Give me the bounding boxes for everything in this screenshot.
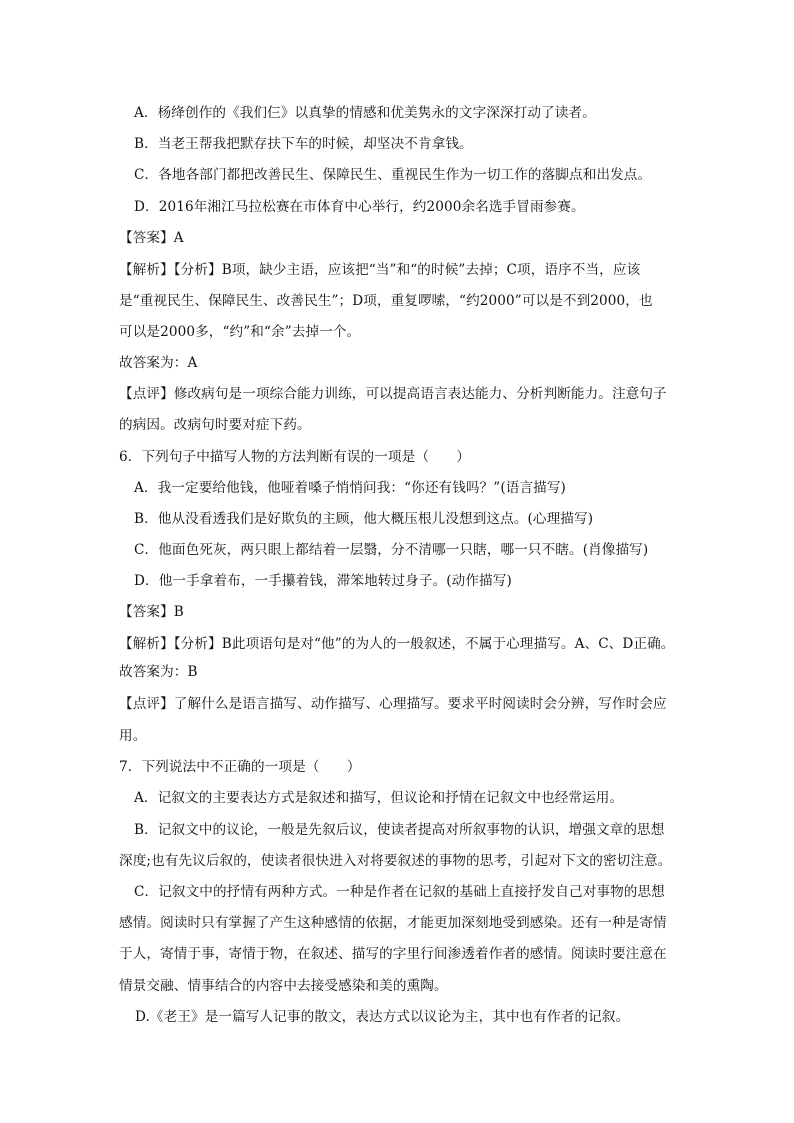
- q5-analysis-line-1: 【解析】【分析】B项，缺少主语，应该把“当”和“的时候”去掉；C项，语序不当，应该: [119, 262, 641, 278]
- q6-option-d: D．他一手拿着布，一手攥着钱，滞笨地转过身子。(动作描写): [134, 573, 512, 589]
- q5-comment-line-2: 的病因。改病句时要对症下药。: [119, 417, 311, 433]
- q7-option-b-line-1: B．记叙文中的议论，一般是先叙后议，使读者提高对所叙事物的认识，增强文章的思想: [134, 822, 665, 838]
- q6-conclusion: 故答案为：B: [119, 664, 198, 680]
- q6-question: 6．下列句子中描写人物的方法判断有误的一项是（ ）: [119, 449, 471, 465]
- q7-option-c-line-4: 情景交融、情事结合的内容中去接受感染和美的熏陶。: [119, 978, 448, 994]
- q5-option-c: C．各地各部门都把改善民生、保障民生、重视民生作为一切工作的落脚点和出发点。: [134, 167, 652, 183]
- q5-analysis-line-3: 可以是2000多，“约”和“余”去掉一个。: [119, 324, 361, 340]
- q6-answer: 【答案】B: [119, 604, 184, 620]
- q6-option-b: B．他从没看透我们是好欺负的主顾，他大概压根儿没想到这点。(心理描写): [134, 511, 594, 527]
- q6-option-c: C．他面色死灰，两只眼上都结着一层翳，分不清哪一只瞎，哪一只不瞎。(肖像描写): [134, 542, 649, 558]
- q7-option-c-line-3: 于人，寄情于事，寄情于物，在叙述、描写的字里行间渗透着作者的感情。阅读时要注意在: [119, 946, 667, 962]
- q7-option-d: D.《老王》是一篇写人记事的散文，表达方式以议论为主，其中也有作者的记叙。: [135, 1009, 630, 1025]
- q5-comment-line-1: 【点评】修改病句是一项综合能力训练，可以提高语言表达能力、分析判断能力。注意句子: [119, 386, 667, 402]
- q5-conclusion: 故答案为：A: [119, 355, 198, 371]
- q5-option-b: B．当老王帮我把默存扶下车的时候，却坚决不肯拿钱。: [134, 136, 473, 152]
- q5-option-a: A．杨绛创作的《我们仨》以真挚的情感和优美隽永的文字深深打动了读者。: [134, 105, 596, 121]
- q7-option-c-line-2: 感情。阅读时只有掌握了产生这种感情的依据，才能更加深刻地受到感染。还有一种是寄情: [119, 915, 667, 931]
- q6-analysis-line-1: 【解析】【分析】B此项语句是对“他”的为人的一般叙述，不属于心理描写。A、C、D正确。: [119, 636, 675, 652]
- q5-option-d: D．2016年湘江马拉松赛在市体育中心举行，约2000余名选手冒雨参赛。: [134, 199, 585, 215]
- q7-option-c-line-1: C．记叙文中的抒情有两种方式。一种是作者在记叙的基础上直接抒发自己对事物的思想: [134, 884, 665, 900]
- q6-comment-line-1: 【点评】了解什么是语言描写、动作描写、心理描写。要求平时阅读时会分辨，写作时会应: [119, 696, 667, 712]
- q5-analysis-line-2: 是“重视民生、保障民生、改善民生”；D项，重复啰嗦，“约2000”可以是不到2000，也: [119, 293, 653, 309]
- q6-option-a: A．我一定要给他钱，他哑着嗓子悄悄问我：“你还有钱吗？”(语言描写): [134, 480, 566, 496]
- q5-answer: 【答案】A: [119, 230, 184, 246]
- q7-question: 7．下列说法中不正确的一项是（ ）: [119, 759, 361, 775]
- q7-option-a: A．记叙文的主要表达方式是叙述和描写，但议论和抒情在记叙文中也经常运用。: [134, 790, 624, 806]
- q7-option-b-line-2: 深度;也有先议后叙的，使读者很快进入对将要叙述的事物的思考，引起对下文的密切注意。: [119, 853, 672, 869]
- q6-comment-line-2: 用。: [119, 728, 147, 744]
